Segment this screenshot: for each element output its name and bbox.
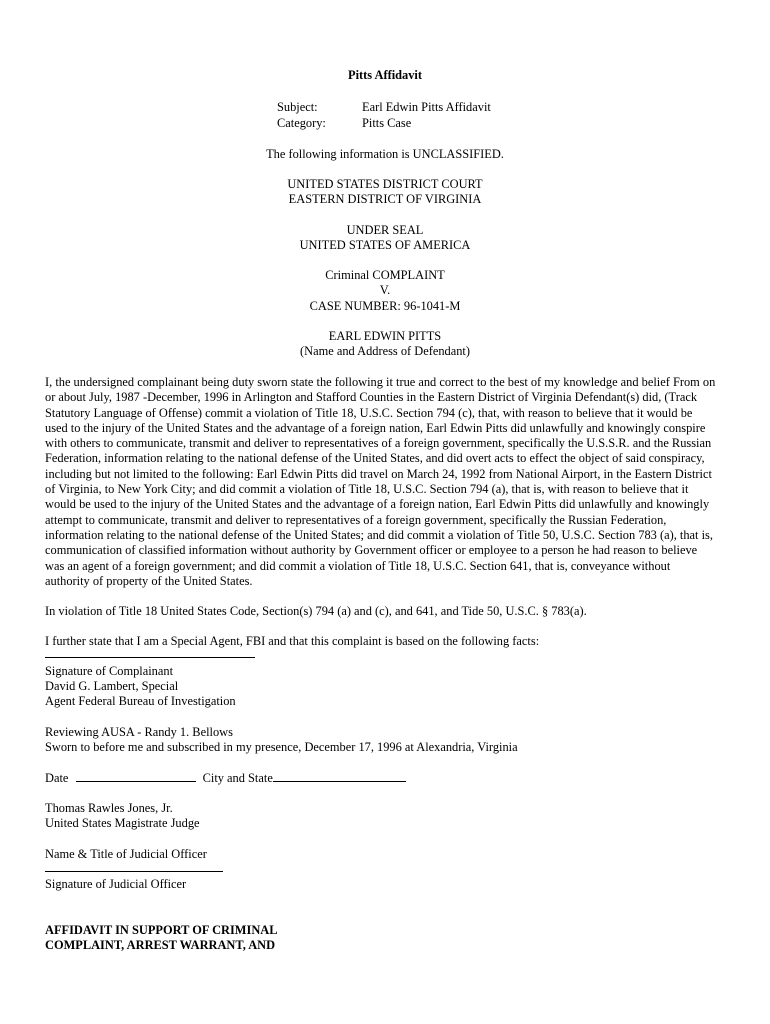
city-state-blank xyxy=(273,770,406,782)
affidavit-heading-line-1: AFFIDAVIT IN SUPPORT OF CRIMINAL xyxy=(45,923,278,937)
classification-notice xyxy=(0,147,770,162)
date-city-state-row xyxy=(45,770,406,786)
subject-value: Earl Edwin Pitts Affidavit xyxy=(362,100,491,114)
complaint-heading xyxy=(0,268,770,314)
date-blank xyxy=(76,770,196,782)
violation-statement: In violation of Title 18 United States Code, Section(s) 794 (a) and (c), and 641, and Tide 50, U.S.C. § 783(a). xyxy=(45,604,587,618)
reviewing-ausa: Reviewing AUSA - Randy 1. Bellows xyxy=(45,725,233,739)
seal-heading xyxy=(0,223,770,254)
body-line: including but not limited to the following: Earl Edwin Pitts did travel on March 24, 1992 from National Airport, in the Eastern District xyxy=(45,466,712,481)
case-number: CASE NUMBER: 96-1041-M xyxy=(309,298,461,313)
defendant-heading xyxy=(0,329,770,360)
complaint-line-2: V. xyxy=(379,283,391,298)
subject-label: Subject: xyxy=(277,100,318,114)
court-line-2: EASTERN DISTRICT OF VIRGINIA xyxy=(288,192,482,207)
body-line: would be used to the injury of the United States and the advantage of a foreign nation, Earl Edwin Pitts did unlawfully and knowingly xyxy=(45,497,710,512)
body-line: with others to communicate, transmit and deliver to representatives of a foreign government, specifically the U.S.S.R. and the Russian xyxy=(45,436,712,451)
subject-row xyxy=(277,100,491,116)
defendant-name: EARL EDWIN PITTS xyxy=(328,329,442,343)
classification-text: The following information is UNCLASSIFIED. xyxy=(266,147,504,161)
seal-line-1: UNDER SEAL xyxy=(346,223,424,237)
date-label: Date xyxy=(45,771,69,785)
defendant-caption: (Name and Address of Defendant) xyxy=(300,344,470,359)
body-line: Federation, information relating to the national defense of the United States, and did overt acts to effect the object of said conspiracy, xyxy=(45,451,705,466)
body-line: Statutory Language of Offense) commit a violation of Title 18, U.S.C. Section 794 (c), that, with reason to believe that it would be xyxy=(45,405,693,420)
complainant-signature-line xyxy=(45,646,255,662)
affidavit-heading-line-2: COMPLAINT, ARREST WARRANT, AND xyxy=(45,938,276,952)
complainant-title: Agent Federal Bureau of Investigation xyxy=(45,694,236,708)
court-line-1: UNITED STATES DISTRICT COURT xyxy=(287,177,483,191)
complaint-body xyxy=(45,375,731,589)
body-line: information relating to the national defense of the United States; and did commit a violation of Title 50, U.S.C. Section 783 (a), that is, xyxy=(45,527,713,542)
complainant-name: David G. Lambert, Special xyxy=(45,679,179,693)
judicial-signature-line xyxy=(45,860,223,876)
body-line: of Virginia, to New York City; and did commit a violation of Title 18, U.S.C. Section 794 (a), that is, with reason to believe that it xyxy=(45,482,689,497)
sworn-statement: Sworn to before me and subscribed in my presence, December 17, 1996 at Alexandria, Virginia xyxy=(45,740,518,754)
judge-title: United States Magistrate Judge xyxy=(45,816,200,830)
city-state-label: City and State xyxy=(202,771,273,785)
judicial-signature-label: Signature of Judicial Officer xyxy=(45,877,187,891)
judge-name: Thomas Rawles Jones, Jr. xyxy=(45,801,173,815)
body-line: authority of property of the United States. xyxy=(45,573,253,588)
body-line: was an agent of a foreign government; and did commit a violation of Title 18, U.S.C. Section 641, that is, conveyance without xyxy=(45,558,671,573)
body-line: I, the undersigned complainant being duty sworn state the following it true and correct to the best of my knowledge and belief From on xyxy=(45,375,716,389)
body-line: communication of classified information without authority by Government officer or employee to a person he had reason to believe xyxy=(45,543,698,558)
complaint-line-1: Criminal COMPLAINT xyxy=(325,268,445,282)
category-value: Pitts Case xyxy=(362,116,412,130)
body-line: used to the injury of the United States and the advantage of a foreign nation, Earl Edwin Pitts did unlawfully and knowingly conspire xyxy=(45,420,706,435)
category-row xyxy=(277,116,491,132)
court-heading xyxy=(0,177,770,208)
judicial-officer-name-label: Name & Title of Judicial Officer xyxy=(45,847,207,861)
category-label: Category: xyxy=(277,116,326,130)
further-statement: I further state that I am a Special Agent, FBI and that this complaint is based on the following facts: xyxy=(45,634,540,648)
document-meta xyxy=(277,100,491,132)
body-line: or about July, 1987 -December, 1996 in Arlington and Stafford Counties in the Eastern District of Virginia Defendant(s) did, (Track xyxy=(45,390,698,405)
body-line: attempt to communicate, transmit and deliver to representatives of a foreign government, specifically the Russian Federation, xyxy=(45,512,667,527)
complainant-signature-label: Signature of Complainant xyxy=(45,664,174,678)
document-title: Pitts Affidavit xyxy=(348,68,422,82)
seal-line-2: UNITED STATES OF AMERICA xyxy=(299,238,471,253)
